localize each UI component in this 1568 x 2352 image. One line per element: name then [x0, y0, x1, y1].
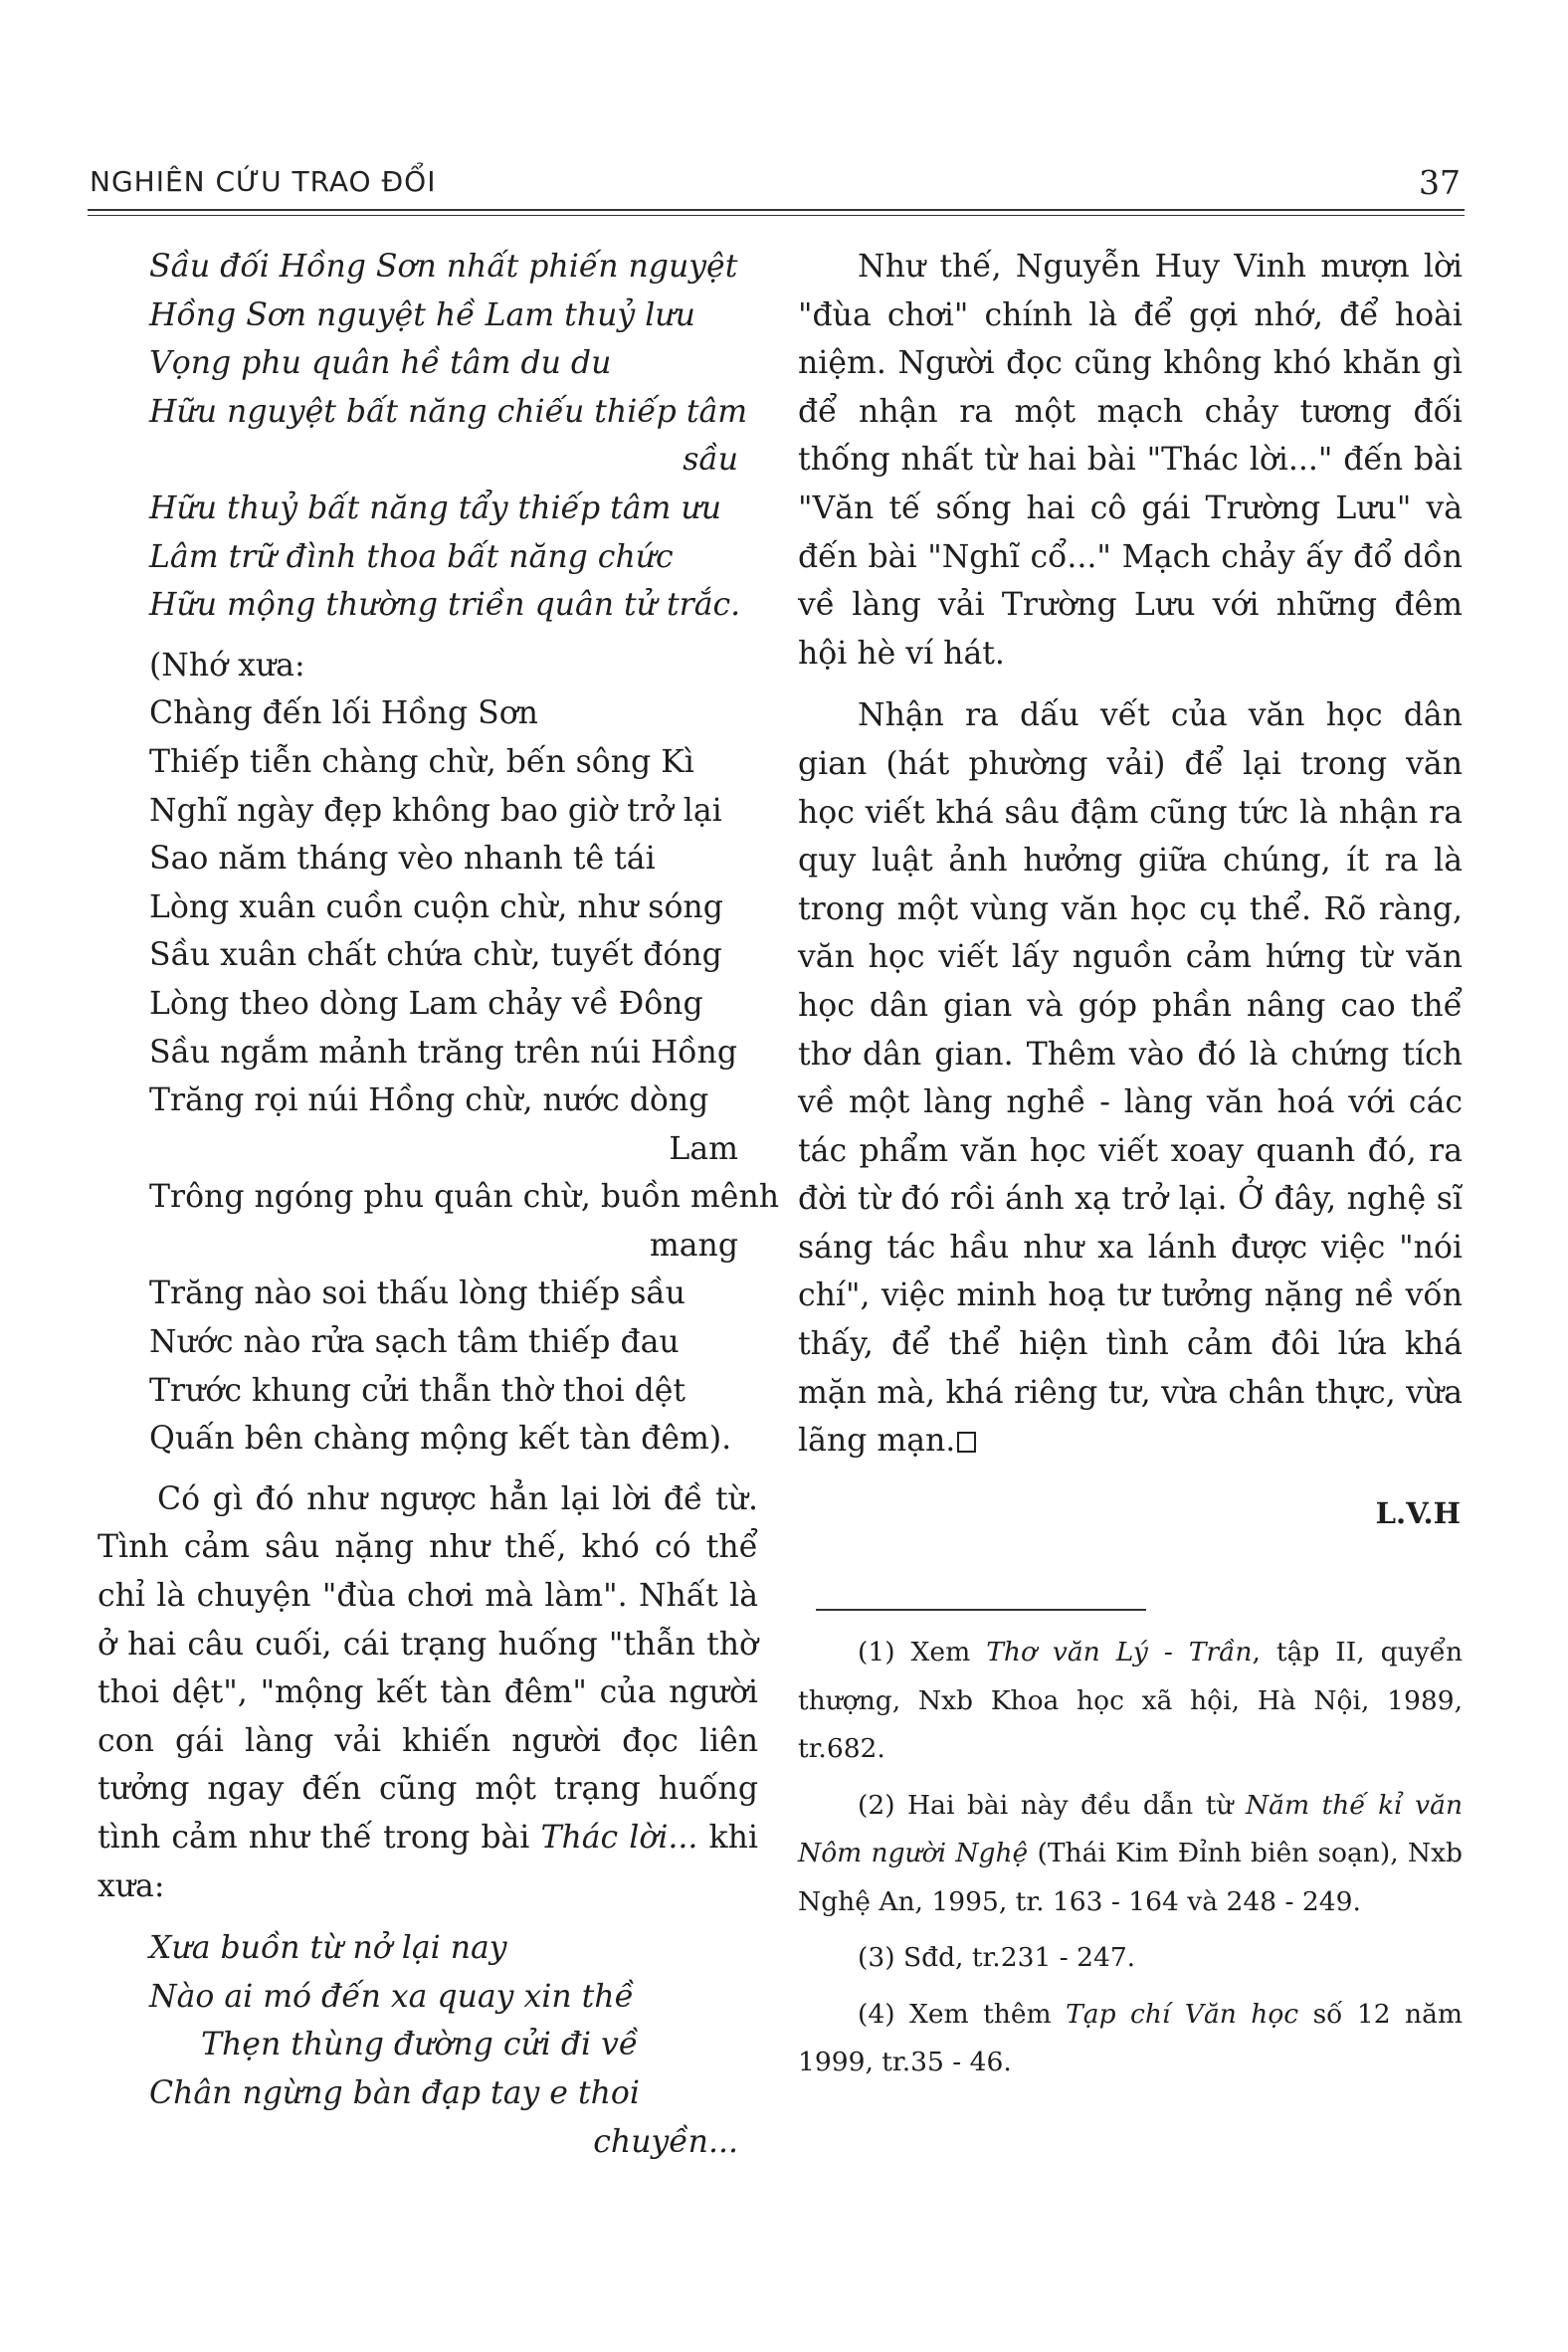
poem-line: Hữu thuỷ bất năng tẩy thiếp tâm ưu — [149, 490, 722, 526]
footnote-4: (4) Xem thêm Tạp chí Văn học số 12 năm 1999, tr.35 - 46. — [798, 1998, 1463, 2078]
poem-translation — [98, 642, 780, 1464]
poem-line: Thiếp tiễn chàng chừ, bến sông Kì — [149, 743, 694, 780]
poem-line: Chàng đến lối Hồng Sơn — [149, 695, 538, 732]
poem-line: Lòng theo dòng Lam chảy về Đông — [149, 985, 703, 1022]
body-paragraph: Nhận ra dấu vết của văn học dân gian (hát phường vải) để lại trong văn học viết khá sâu đậm cũng tức là nhận ra quy luật ảnh hưởng giữa chúng, ít ra là trong một vùng văn học cụ thể. Rõ ràng, văn học viết lấy nguồn cảm hứng từ văn học dân gian và góp phần nâng cao thể thơ dân gian. Thêm vào đó là chứng tích về một làng nghề - làng văn hoá với các tác phẩm văn học viết xoay quanh đó, ra đời từ đó rồi ánh xạ trở lại. Ở đây, nghệ sĩ sáng tác hầu như xa lánh được việc "nói chí", việc minh hoạ tư tưởng nặng nề vốn thấy, để thể hiện tình cảm đôi lứa khá mặn mà, khá riêng tư, vừa chân thực, vừa lãng mạn. — [798, 697, 1463, 1460]
poem-line: Nào ai mó đến xa quay xin thề — [149, 1978, 634, 2015]
author-initials: L.V.H — [1375, 1495, 1461, 1530]
poem-line: Nghĩ ngày đẹp không bao giờ trở lại — [149, 792, 722, 829]
poem-line: Sầu xuân chất chứa chừ, tuyết đóng — [149, 937, 722, 974]
poem-line: Lòng xuân cuồn cuộn chừ, như sóng — [149, 888, 723, 925]
poem-line: Sao năm tháng vèo nhanh tê tái — [149, 841, 656, 878]
body-paragraph: Như thế, Nguyễn Huy Vinh mượn lời "đùa chơi" chính là để gợi nhớ, để hoài niệm. Người đọc cũng không khó khăn gì để nhận ra một mạch chảy tương đối thống nhất từ hai bài "Thác lời..." đến bài "Văn tế sống hai cô gái Trường Lưu" và đến bài "Nghĩ cổ..." Mạch chảy ấy đổ dồn về làng vải Trường Lưu với những đêm hội hè ví hát. — [798, 249, 1463, 672]
poem-line: Chân ngừng bàn đạp tay e thoi — [149, 2074, 640, 2111]
poem-thac-loi — [98, 1924, 758, 2166]
poem-line: Sầu đối Hồng Sơn nhất phiến nguyệt — [149, 249, 738, 285]
poem-line: (Nhớ xưa: — [149, 647, 305, 684]
poem-han-viet — [98, 243, 758, 630]
poem-line-wrap: mang — [649, 1227, 738, 1264]
poem-line: Sầu ngắm mảnh trăng trên núi Hồng — [149, 1034, 738, 1071]
poem-line: Nước nào rửa sạch tâm thiếp đau — [149, 1324, 680, 1361]
poem-line: Hữu nguyệt bất năng chiếu thiếp tâm — [149, 393, 748, 430]
poem-line: Hữu mộng thường triền quân tử trắc. — [149, 587, 741, 624]
running-header — [90, 159, 1461, 209]
poem-line-wrap: Lam — [669, 1130, 738, 1167]
right-column — [798, 243, 1463, 2095]
poem-line: Hồng Sơn nguyệt hề Lam thuỷ lưu — [149, 296, 695, 333]
poem-line: Thẹn thùng đường cửi đi về — [201, 2027, 639, 2063]
poem-line: Quấn bên chàng mộng kết tàn đêm). — [149, 1421, 732, 1458]
page-number: 37 — [1419, 163, 1461, 202]
footnote-2: (2) Hai bài này đều dẫn từ Năm thế kỉ văn Nôm người Nghệ (Thái Kim Đỉnh biên soạn), Nxb Nghệ An, 1995, tr. 163 - 164 và 248 - 249. — [798, 1789, 1464, 1917]
body-paragraph: Có gì đó như ngược hẳn lại lời đề từ. Tình cảm sâu nặng như thế, khó có thể chỉ là chuyện "đùa chơi mà làm". Nhất là ở hai câu cuối, cái trạng huống "thẫn thờ thoi dệt", "mộng kết tàn đêm" của người con gái làng vải khiến người đọc liên tưởng ngay đến cũng một trạng huống tình cảm như thế trong bài Thác lời... khi xưa: — [98, 1480, 758, 1904]
end-mark-icon — [957, 1432, 976, 1453]
poem-line: Trước khung cửi thẫn thờ thoi dệt — [149, 1372, 686, 1409]
poem-line-wrap: chuyền... — [593, 2123, 738, 2160]
poem-line: Trông ngóng phu quân chừ, buồn mênh — [149, 1179, 780, 1216]
header-rule-thick — [88, 209, 1465, 211]
poem-line: Trăng nào soi thấu lòng thiếp sầu — [149, 1275, 686, 1312]
poem-line: Trăng rọi núi Hồng chừ, nước dòng — [149, 1082, 709, 1119]
section-title: NGHIÊN CỨU TRAO ĐỔI — [90, 165, 437, 198]
left-column — [98, 243, 780, 2166]
header-rule-thin — [88, 215, 1465, 216]
poem-line: Vọng phu quân hề tâm du du — [149, 345, 612, 382]
poem-line-wrap: sầu — [683, 442, 738, 479]
poem-line: Xưa buồn từ nở lại nay — [149, 1930, 507, 1967]
footnote-3: (3) Sđd, tr.231 - 247. — [858, 1942, 1136, 1974]
footnote-1: (1) Xem Thơ văn Lý - Trần, tập II, quyển thượng, Nxb Khoa học xã hội, Hà Nội, 1989, tr.682. — [798, 1637, 1464, 1765]
poem-line: Lâm trữ đình thoa bất năng chức — [149, 538, 674, 575]
footnote-rule — [816, 1609, 1146, 1611]
